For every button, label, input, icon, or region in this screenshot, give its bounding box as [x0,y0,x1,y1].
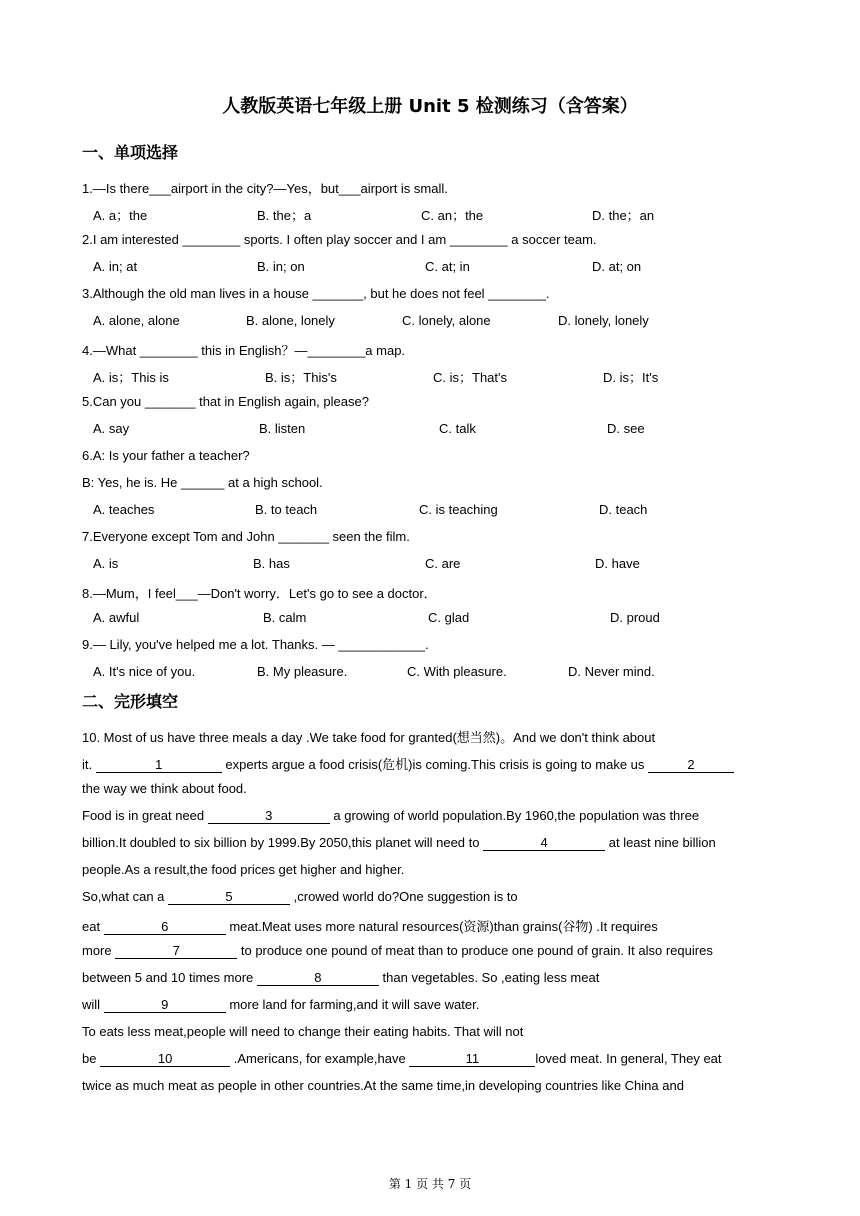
option-b: B. listen [259,421,306,436]
option-b: B. alone, lonely [246,313,335,328]
option-a: A. is [93,556,119,571]
question-9-options [93,664,793,682]
option-c: C. is teaching [419,502,498,517]
question-7: 7.Everyone except Tom and John _______ seen the film. [82,529,410,544]
question-2-options [93,259,793,277]
blank-6[interactable]: 6 [104,920,226,935]
option-b: B. calm [263,610,307,625]
option-a: A. alone, alone [93,313,180,328]
passage-line: people.As a result,the food prices get higher and higher. [82,862,405,877]
option-c: C. With pleasure. [407,664,507,679]
section-heading-cloze: 二、完形填空 [82,692,179,711]
blank-5[interactable]: 5 [168,890,290,905]
option-c: C. lonely, alone [402,313,491,328]
option-a: A. in; at [93,259,138,274]
page-footer: 第 1 页 共 7 页 [388,1177,472,1191]
passage-line: twice as much meat as people in other countries.At the same time,in developing countries like China and [82,1078,684,1093]
question-8-options [93,610,793,628]
passage-line: 10. Most of us have three meals a day .We take food for granted(想当然)。And we don't think about [82,730,656,745]
option-c: C. are [425,556,461,571]
question-8: 8.—Mum，I feel___—Don't worry．Let's go to see a doctor． [82,586,437,601]
option-a: A. teaches [93,502,155,517]
question-2: 2.I am interested ________ sports. I often play soccer and I am ________ a soccer team. [82,232,597,247]
option-d: D. teach [599,502,648,517]
option-b: B. is；This's [265,370,337,385]
question-3-options [93,313,793,331]
page-title: 人教版英语七年级上册 Unit 5 检测练习（含答案） [222,96,638,117]
question-9: 9.— Lily, you've helped me a lot. Thanks. — ____________. [82,637,429,652]
blank-4[interactable]: 4 [483,836,605,851]
option-c: C. is；That's [433,370,507,385]
option-d: D. see [607,421,645,436]
question-3: 3.Although the old man lives in a house _______, but he does not feel ________. [82,286,550,301]
question-4: 4.—What ________ this in English？—________a map. [82,343,406,358]
passage-line: the way we think about food. [82,781,247,796]
question-1-options [93,205,793,223]
question-5-options [93,421,793,439]
question-7-options [93,556,793,574]
option-d: D. is；It's [603,370,659,385]
question-1: 1.—Is there___airport in the city?—Yes，but___airport is small. [82,181,448,196]
option-c: C. an；the [421,208,484,223]
blank-9[interactable]: 9 [104,998,226,1013]
option-b: B. the；a [257,208,312,223]
passage-line: To eats less meat,people will need to change their eating habits. That will not [82,1024,524,1039]
blank-2[interactable]: 2 [648,758,734,773]
option-a: A. awful [93,610,140,625]
blank-7[interactable]: 7 [115,944,237,959]
blank-3[interactable]: 3 [208,809,330,824]
option-d: D. lonely, lonely [558,313,649,328]
option-d: D. the；an [592,208,655,223]
passage-line: between 5 and 10 times more 8 than vegetables. So ,eating less meat [82,970,600,985]
passage-line: will 9 more land for farming,and it will save water. [82,997,480,1012]
question-6-line-2: B: Yes, he is. He ______ at a high school. [82,475,323,490]
blank-11[interactable]: 11 [409,1052,535,1067]
option-c: C. at; in [425,259,470,274]
passage-line: Food is in great need 3 a growing of world population.By 1960,the population was three [82,808,700,823]
option-a: A. a；the [93,208,148,223]
option-b: B. to teach [255,502,318,517]
question-4-options [93,367,793,385]
option-c: C. talk [439,421,476,436]
option-b: B. has [253,556,290,571]
passage-line: eat 6 meat.Meat uses more natural resources(资源)than grains(谷物) .It requires [82,919,658,934]
option-d: D. have [595,556,640,571]
blank-8[interactable]: 8 [257,971,379,986]
option-a: A. is；This is [93,370,169,385]
option-c: C. glad [428,610,470,625]
question-5: 5.Can you _______ that in English again, please? [82,394,369,409]
option-b: B. in; on [257,259,305,274]
option-d: D. Never mind. [568,664,655,679]
passage-line: billion.It doubled to six billion by 1999.By 2050,this planet will need to 4 at least nine billion [82,835,716,850]
option-d: D. proud [610,610,660,625]
passage-line: So,what can a 5 ,crowed world do?One suggestion is to [82,889,518,904]
option-a: A. say [93,421,130,436]
option-a: A. It's nice of you. [93,664,196,679]
question-6-options [93,502,793,520]
blank-10[interactable]: 10 [100,1052,230,1067]
option-d: D. at; on [592,259,642,274]
question-6: 6.A: Is your father a teacher? [82,448,250,463]
section-heading-choice: 一、单项选择 [82,143,179,162]
passage-line: it. 1 experts argue a food crisis(危机)is coming.This crisis is going to make us 2 [82,754,734,773]
passage-line: be 10 .Americans, for example,have 11 loved meat. In general, They eat [82,1051,722,1066]
blank-1[interactable]: 1 [96,758,222,773]
passage-line: more 7 to produce one pound of meat than to produce one pound of grain. It also requires [82,943,713,958]
option-b: B. My pleasure. [257,664,348,679]
